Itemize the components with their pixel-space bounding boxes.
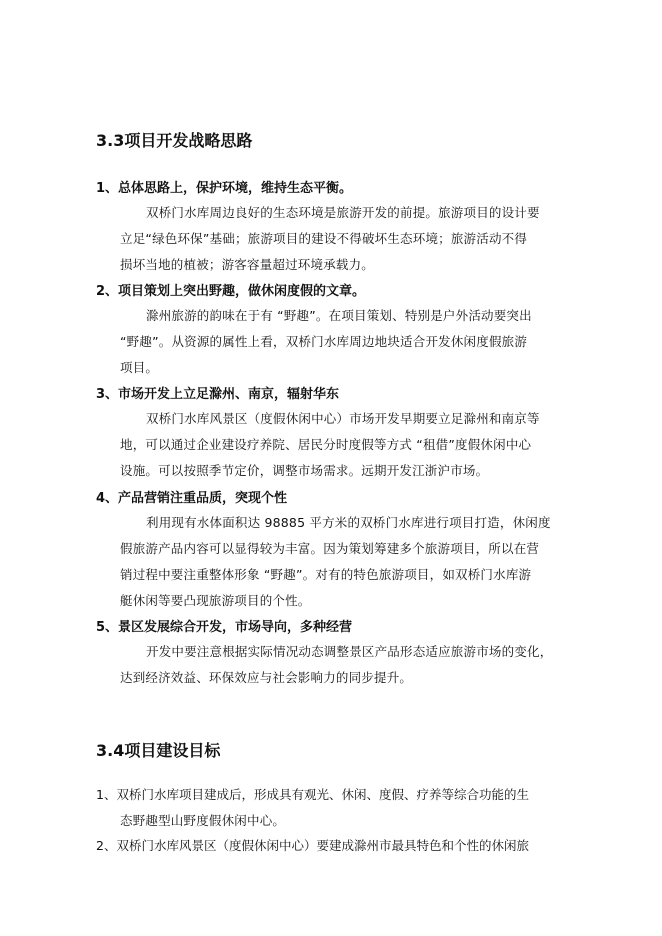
paragraph-line: 设施。可以按照季节定价，调整市场需求。远期开发江浙沪市场。 [120, 463, 489, 478]
paragraph-line: 立足“绿色环保”基础；旅游项目的建设不得破坏生态环境；旅游活动不得 [120, 231, 528, 246]
paragraph-line: 双桥门水库风景区（度假休闲中心）市场开发早期要立足滁州和南京等 [146, 411, 540, 426]
paragraph-line: 双桥门水库周边良好的生态环境是旅游开发的前提。旅游项目的设计要 [146, 205, 540, 220]
section-title-3-4: 3.4项目建设目标 [96, 741, 221, 760]
goal-line: 2、双桥门水库风景区（度假休闲中心）要建成滁州市最具特色和个性的休闲旅 [96, 838, 529, 853]
paragraph-line: 地，可以通过企业建设疗养院、居民分时度假等方式 “租借”度假休闲中心 [120, 437, 532, 452]
paragraph-line: 项目。 [120, 360, 159, 375]
item-heading-2: 2、项目策划上突出野趣，做休闲度假的文章。 [96, 284, 366, 299]
paragraph-line: 利用现有水体面积达 98885 平方米的双桥门水库进行项目打造，休闲度 [146, 515, 551, 530]
item-heading-1: 1、总体思路上，保护环境，维持生态平衡。 [96, 181, 353, 196]
item-heading-4: 4、产品营销注重品质，突现个性 [96, 491, 288, 506]
section-title-3-3: 3.3项目开发战略思路 [96, 131, 253, 150]
paragraph-line: 开发中要注意根据实际情况动态调整景区产品形态适应旅游市场的变化， [146, 644, 553, 659]
item-heading-5: 5、景区发展综合开发，市场导向，多种经营 [96, 620, 353, 635]
goal-line: 1、双桥门水库项目建成后，形成具有观光、休闲、度假、疗养等综合功能的生 [96, 787, 529, 802]
paragraph-line: “野趣”。从资源的属性上看，双桥门水库周边地块适合开发休闲度假旅游 [120, 334, 528, 349]
paragraph-line: 达到经济效益、环保效应与社会影响力的同步提升。 [120, 670, 413, 685]
goal-line: 态野趣型山野度假休闲中心。 [120, 813, 286, 828]
paragraph-line: 损坏当地的植被；游客容量超过环境承载力。 [120, 257, 375, 272]
item-heading-3: 3、市场开发上立足滁州、南京，辐射华东 [96, 387, 340, 402]
paragraph-line: 艇休闲等要凸现旅游项目的个性。 [120, 593, 311, 608]
paragraph-line: 滁州旅游的韵味在于有 “野趣”。在项目策划、特别是户外活动要突出 [146, 308, 532, 323]
paragraph-line: 假旅游产品内容可以显得较为丰富。因为策划筹建多个旅游项目，所以在营 [120, 541, 540, 556]
paragraph-line: 销过程中要注重整体形象 “野趣”。对有的特色旅游项目，如双桥门水库游 [120, 567, 532, 582]
